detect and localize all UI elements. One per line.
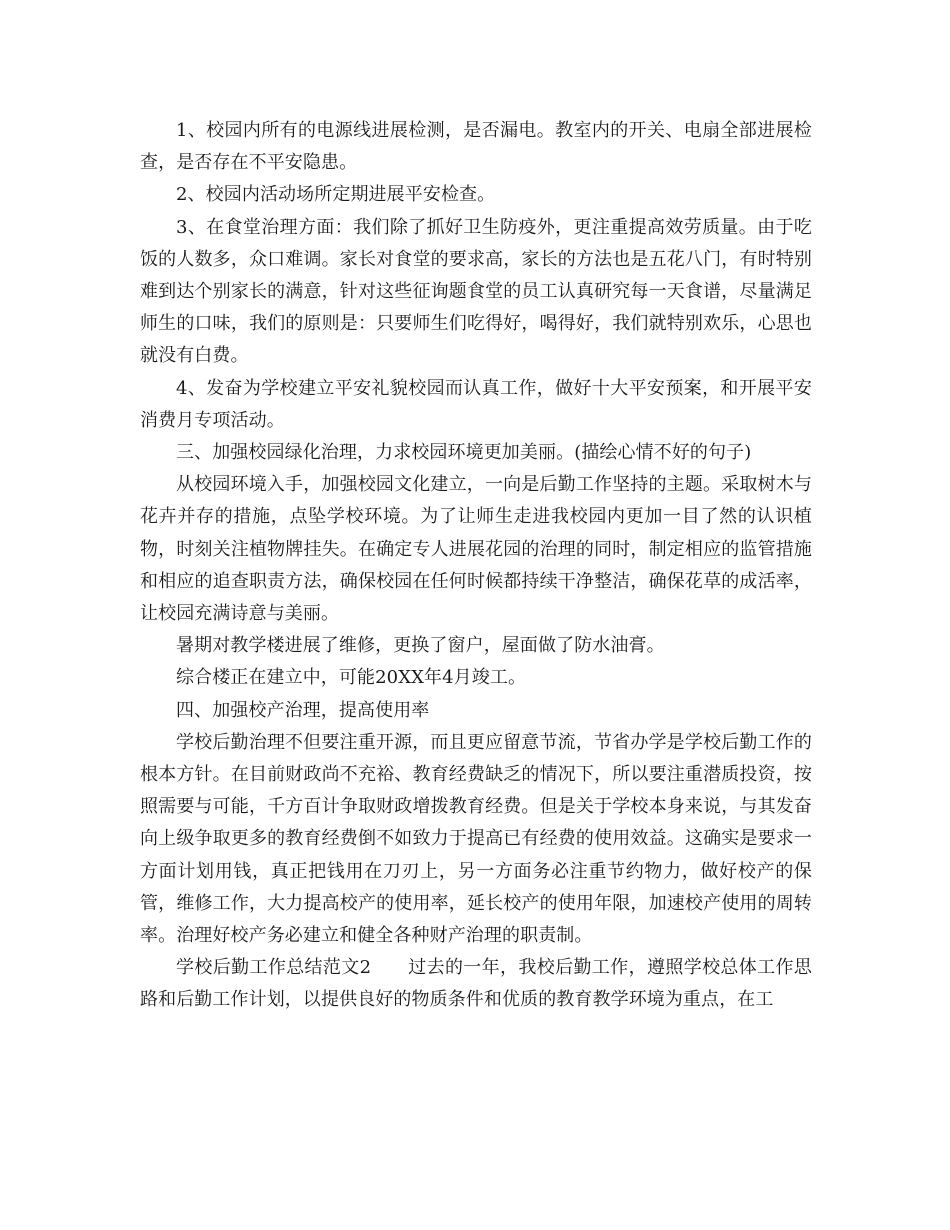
document-body (140, 115, 812, 1017)
section-heading-4: 四、加强校产治理，提高使用率 (176, 699, 430, 721)
paragraph-2: 2、校园内活动场所定期进展平安检查。 (176, 184, 496, 206)
paragraph-3: 3、在食堂治理方面：我们除了抓好卫生防疫外，更注重提高效劳质量。由于吃饭的人数多，众口难调。家长对食堂的要求高，家长的方法也是五花八门，有时特别难到达个别家长的满意，针对这些征询题食堂的员工认真研究每一天食谱，尽量满足师生的口味，我们的原则是：只要师生们吃得好，喝得好，我们就特别欢乐，心思也就没有白费。 (140, 216, 812, 367)
paragraph-7: 暑期对教学楼进展了维修，更换了窗户，屋面做了防水油膏。 (176, 635, 665, 657)
paragraph-10: 学校后勤治理不但要注重开源，而且更应留意节流，节省办学是学校后勤工作的根本方针。在目前财政尚不充裕、教育经费缺乏的情况下，所以要注重潜质投资，按照需要与可能，千方百计争取财政增拨教育经费。但是关于学校本身来说，与其发奋向上级争取更多的教育经费倒不如致力于提高已有经费的使用效益。这确实是要求一方面计划用钱，真正把钱用在刀刃上，另一方面务必注重节约物力，做好校产的保管，维修工作，大力提高校产的使用率，延长校产的使用年限，加速校产使用的周转率。治理好校产务必建立和健全各种财产治理的职责制。 (140, 731, 812, 947)
paragraph-4: 4、发奋为学校建立平安礼貌校园而认真工作，做好十大平安预案，和开展平安消费月专项活动。 (140, 377, 812, 431)
paragraph-11: 学校后勤工作总结范文2 过去的一年，我校后勤工作，遵照学校总体工作思路和后勤工作计划，以提供良好的物质条件和优质的教育教学环境为重点，在工 (140, 957, 812, 1011)
paragraph-1: 1、校园内所有的电源线进展检测，是否漏电。教室内的开关、电扇全部进展检查，是否存在不平安隐患。 (140, 120, 812, 174)
section-heading-3: 三、加强校园绿化治理，力求校园环境更加美丽。(描绘心情不好的句子) (176, 442, 752, 464)
paragraph-6: 从校园环境入手，加强校园文化建立，一向是后勤工作坚持的主题。采取树木与花卉并存的措施，点坠学校环境。为了让师生走进我校园内更加一目了然的认识植物，时刻关注植物牌挂失。在确定专人进展花园的治理的同时，制定相应的监管措施和相应的追查职责方法，确保校园在任何时候都持续干净整洁，确保花草的成活率，让校园充满诗意与美丽。 (140, 474, 812, 625)
paragraph-8: 综合楼正在建立中，可能20XX年4月竣工。 (176, 667, 527, 689)
